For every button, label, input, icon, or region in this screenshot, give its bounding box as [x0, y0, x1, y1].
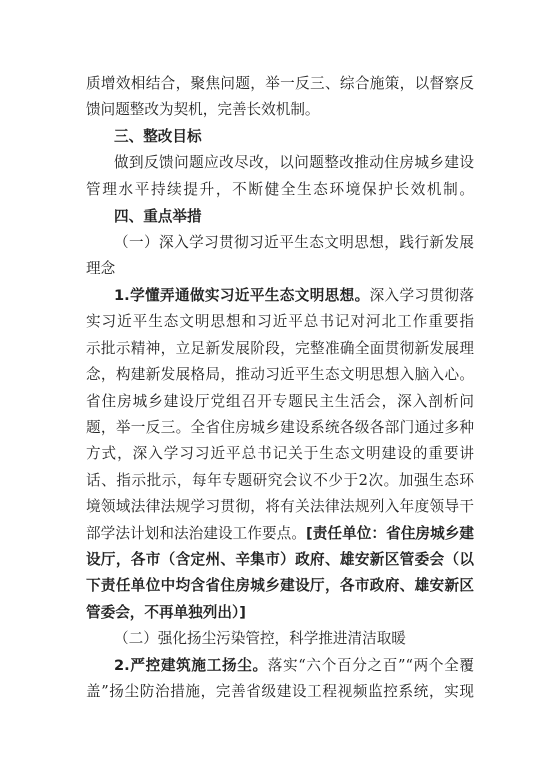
paragraph-line: 质增效相结合，聚焦问题，举一反三、综合施策，以督察反 [86, 75, 474, 92]
paragraph-line: 话、指示批示，每年专题研究会议不少于2次。加强生态环 [86, 472, 474, 489]
responsibility-line: 下责任单位中均含省住房城乡建设厅，各市政府、雄安新区 [86, 577, 474, 594]
subsection-heading: （二）强化扬尘污染管控，科学推进清洁取暖 [114, 630, 406, 647]
section-heading: 四、重点举措 [114, 208, 202, 225]
paragraph-line: 示批示精神，立足新发展阶段，完整准确全面贯彻新发展理 [86, 340, 474, 357]
subsection-heading: 理念 [86, 260, 116, 277]
paragraph-line [114, 656, 474, 676]
section-heading: 三、整改目标 [114, 128, 202, 145]
item-title: 2.严控建筑施工扬尘。 [114, 657, 268, 674]
paragraph-line: 馈问题整改为契机，完善长效机制。 [86, 101, 320, 118]
paragraph-line: 省住房城乡建设厅党组召开专题民主生活会，深入剖析问 [86, 393, 474, 410]
paragraph-line [86, 524, 474, 544]
item-title: 1.学懂弄通做实习近平生态文明思想。 [114, 287, 370, 304]
paragraph-line: 盖”扬尘防治措施，完善省级建设工程视频监控系统，实现 [86, 683, 474, 700]
item-text: 部学法计划和法治建设工作要点。 [86, 525, 306, 542]
paragraph-line: 念，构建新发展格局，推动习近平生态文明思想入脑入心。 [86, 366, 474, 383]
paragraph-line: 境领域法律法规学习贯彻，将有关法律法规列入年度领导干 [86, 498, 474, 515]
paragraph-line: 题，举一反三。全省住房城乡建设系统各级各部门通过多种 [86, 419, 474, 436]
paragraph-line: 方式，深入学习习近平总书记关于生态文明建设的重要讲 [86, 445, 474, 462]
paragraph-line: 做到反馈问题应改尽改，以问题整改推动住房城乡建设 [114, 154, 474, 171]
item-text: 落实“六个百分之百”“两个全覆 [267, 657, 474, 674]
paragraph-line [114, 286, 474, 306]
paragraph-line: 实习近平生态文明思想和习近平总书记对河北工作重要指 [86, 313, 474, 330]
subsection-heading: （一）深入学习贯彻习近平生态文明思想，践行新发展 [114, 234, 474, 251]
responsibility-line: 管委会，不再单独列出）] [86, 604, 246, 621]
paragraph-line: 管理水平持续提升，不断健全生态环境保护长效机制。 [86, 181, 474, 198]
responsibility-line: 设厅，各市（含定州、辛集市）政府、雄安新区管委会（以 [86, 551, 474, 568]
responsibility-text: [责任单位：省住房城乡建 [306, 525, 474, 542]
item-text: 深入学习贯彻落 [369, 287, 474, 304]
